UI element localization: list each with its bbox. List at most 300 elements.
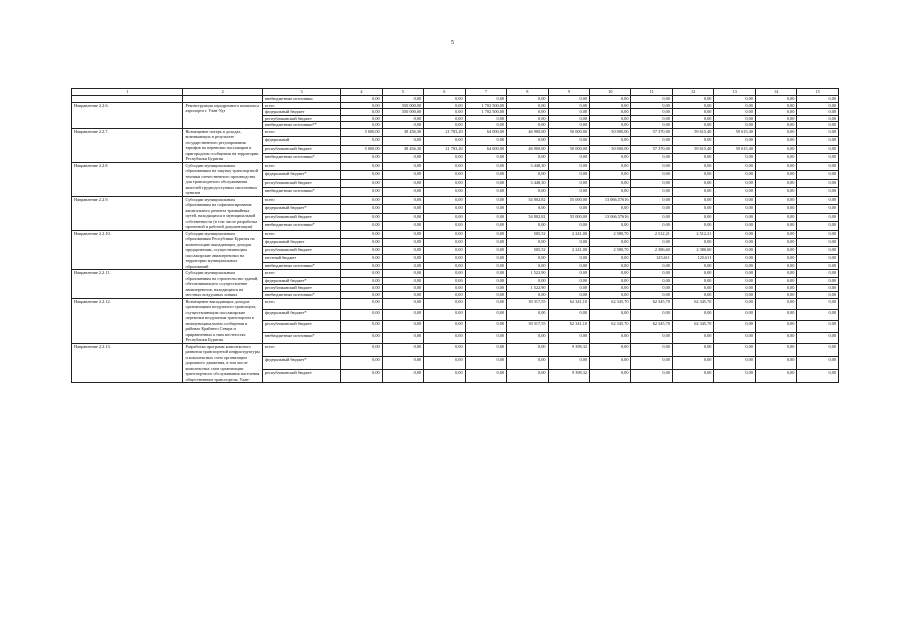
value-cell: 0,00	[341, 270, 382, 277]
value-cell: 39 317,55	[507, 298, 548, 309]
value-cell: 0,00	[424, 115, 465, 122]
value-cell: 0,00	[755, 270, 796, 277]
value-cell: 0,00	[714, 277, 755, 284]
value-cell: 0,00	[548, 254, 589, 262]
value-cell: 1 522,90	[507, 270, 548, 277]
funding-source-cell: всего	[262, 102, 340, 109]
value-cell: 0,00	[341, 246, 382, 254]
table-row	[72, 96, 839, 103]
value-cell: 0,00	[382, 196, 423, 205]
value-cell: 0,00	[382, 284, 423, 291]
value-cell: 50 000,00	[590, 145, 631, 154]
value-cell: 0,00	[465, 171, 506, 180]
value-cell: 0,00	[755, 277, 796, 284]
value-cell: 0,00	[755, 115, 796, 122]
value-cell: 0,00	[548, 291, 589, 298]
value-cell: 0,00	[424, 96, 465, 103]
value-cell: 0,00	[465, 357, 506, 370]
value-cell: 0,00	[590, 291, 631, 298]
value-cell: 0,00	[631, 205, 672, 214]
value-cell: 0,00	[341, 238, 382, 246]
value-cell: 0,00	[465, 154, 506, 163]
value-cell: 0,00	[714, 154, 755, 163]
value-cell: 0,00	[382, 222, 423, 231]
value-cell: 0,00	[548, 154, 589, 163]
direction-cell: Направление 2.2.9.	[72, 196, 183, 230]
value-cell: 0,00	[465, 298, 506, 309]
value-cell: 0,00	[548, 222, 589, 231]
value-cell: 0,00	[755, 332, 796, 343]
value-cell: 0,00	[382, 262, 423, 270]
value-cell: 0,00	[672, 238, 713, 246]
funding-source-cell: местный бюджет	[262, 254, 340, 262]
value-cell: 62 345,70	[631, 321, 672, 332]
value-cell: 0,00	[424, 310, 465, 321]
direction-cell: Направление 2.2.13.	[72, 343, 183, 383]
value-cell: 0,00	[548, 284, 589, 291]
column-number-7: 7	[465, 89, 506, 96]
value-cell: 0,00	[797, 179, 839, 188]
funding-source-cell: федеральный	[262, 137, 340, 146]
value-cell: 0,00	[590, 115, 631, 122]
value-cell: 0,00	[672, 188, 713, 197]
value-cell: 0,00	[714, 102, 755, 109]
value-cell: 0,00	[797, 196, 839, 205]
value-cell: 0,00	[548, 205, 589, 214]
value-cell: 39 317,55	[507, 321, 548, 332]
value-cell: 0,00	[507, 332, 548, 343]
value-cell: 0,00	[548, 277, 589, 284]
funding-source-cell: республиканский бюджет	[262, 284, 340, 291]
value-cell: 125,611	[631, 254, 672, 262]
value-cell: 0,00	[672, 162, 713, 171]
value-cell: 0,00	[755, 188, 796, 197]
column-number-11: 11	[631, 89, 672, 96]
value-cell: 0,00	[424, 332, 465, 343]
value-cell: 0,00	[548, 332, 589, 343]
value-cell: 0,00	[341, 277, 382, 284]
value-cell: 0,00	[382, 343, 423, 356]
value-cell: 0,00	[424, 246, 465, 254]
value-cell: 0,00	[755, 370, 796, 383]
value-cell: 0,00	[672, 154, 713, 163]
column-number-6: 6	[424, 89, 465, 96]
value-cell: 0,00	[631, 179, 672, 188]
value-cell: 0,00	[382, 154, 423, 163]
value-cell: 0,00	[797, 230, 839, 238]
direction-cell: Направление 2.2.8	[72, 162, 183, 196]
value-cell: 0,00	[424, 102, 465, 109]
value-cell: 0,00	[590, 310, 631, 321]
value-cell: 0,00	[797, 321, 839, 332]
description-cell: Субсидии муниципальным образованиям на закупку транспортной техники отечественного производства для транспортного обслуживания жителей труднодоступных населенных пунктов	[183, 162, 262, 196]
value-cell: 0,00	[341, 343, 382, 356]
column-number-15: 15	[797, 89, 839, 96]
value-cell: 0,00	[424, 137, 465, 146]
value-cell: 0,00	[797, 222, 839, 231]
value-cell: 0,00	[465, 213, 506, 222]
value-cell: 0,00	[382, 96, 423, 103]
funding-source-cell: внебюджетные источники*	[262, 222, 340, 231]
value-cell: 0,00	[631, 343, 672, 356]
value-cell: 0,00	[590, 102, 631, 109]
value-cell: 0,00	[631, 310, 672, 321]
value-cell: 0,00	[424, 262, 465, 270]
value-cell: 0,00	[341, 357, 382, 370]
funding-source-cell: всего	[262, 270, 340, 277]
value-cell: 0,00	[424, 370, 465, 383]
value-cell: 0,00	[755, 213, 796, 222]
value-cell: 0,00	[341, 254, 382, 262]
value-cell: 0,00	[797, 205, 839, 214]
column-number-12: 12	[672, 89, 713, 96]
value-cell: 0,00	[507, 122, 548, 129]
value-cell: 0,00	[755, 254, 796, 262]
value-cell: 0,00	[465, 343, 506, 356]
value-cell: 0,00	[548, 102, 589, 109]
value-cell: 0,00	[797, 277, 839, 284]
value-cell: 0,00	[507, 154, 548, 163]
value-cell: 0,00	[382, 230, 423, 238]
value-cell: 0,00	[755, 102, 796, 109]
value-cell: 0,00	[382, 122, 423, 129]
value-cell: 0,00	[672, 122, 713, 129]
value-cell: 0,00	[797, 370, 839, 383]
value-cell: 0,00	[631, 262, 672, 270]
value-cell: 0,00	[465, 196, 506, 205]
value-cell: 0,00	[424, 238, 465, 246]
column-number-9: 9	[548, 89, 589, 96]
value-cell: 0,00	[548, 357, 589, 370]
value-cell: 0,00	[424, 154, 465, 163]
table-row	[72, 196, 839, 205]
value-cell: 0,00	[672, 102, 713, 109]
value-cell: 0,00	[755, 298, 796, 309]
value-cell: 0,00	[465, 370, 506, 383]
value-cell: 0,00	[797, 357, 839, 370]
value-cell: 0,00	[341, 162, 382, 171]
value-cell: 0,00	[382, 162, 423, 171]
value-cell: 0,00	[797, 262, 839, 270]
value-cell: 2 386,60	[672, 246, 713, 254]
value-cell: 0,00	[755, 284, 796, 291]
value-cell: 0,00	[548, 179, 589, 188]
value-cell: 0,00	[797, 254, 839, 262]
funding-source-cell: всего	[262, 162, 340, 171]
value-cell: 0,00	[590, 254, 631, 262]
value-cell: 0,00	[507, 115, 548, 122]
value-cell: 0,00	[341, 109, 382, 116]
funding-source-cell: республиканский бюджет	[262, 115, 340, 122]
value-cell: 62 341,10	[548, 321, 589, 332]
value-cell: 0,00	[382, 171, 423, 180]
value-cell: 0,00	[507, 277, 548, 284]
value-cell: 0,00	[590, 137, 631, 146]
value-cell: 2 386,60	[631, 246, 672, 254]
value-cell: 0,00	[341, 213, 382, 222]
value-cell: 0,00	[548, 162, 589, 171]
direction-cell: Направление 2.2.12.	[72, 298, 183, 343]
value-cell: 0,00	[341, 196, 382, 205]
funding-source-cell: федеральный бюджет*	[262, 357, 340, 370]
value-cell: 0,00	[424, 196, 465, 205]
value-cell: 0,00	[507, 310, 548, 321]
value-cell: 0,00	[465, 277, 506, 284]
value-cell: 0,00	[424, 254, 465, 262]
value-cell: 0,00	[797, 154, 839, 163]
funding-source-cell: внебюджетные источники*	[262, 332, 340, 343]
value-cell: 0,00	[631, 154, 672, 163]
value-cell: 62 345,70	[590, 298, 631, 309]
funding-source-cell: всего	[262, 230, 340, 238]
value-cell: 0,00	[382, 298, 423, 309]
value-cell: 0,00	[672, 179, 713, 188]
value-cell: 0,00	[548, 262, 589, 270]
value-cell: 0,00	[631, 222, 672, 231]
table-row	[72, 162, 839, 171]
value-cell: 0,00	[797, 343, 839, 356]
value-cell: 0,00	[797, 115, 839, 122]
column-number-10: 10	[590, 89, 631, 96]
value-cell: 0,00	[424, 277, 465, 284]
value-cell: 3 448,30	[507, 179, 548, 188]
value-cell: 1 702 500,00	[465, 102, 506, 109]
value-cell: 0,00	[714, 109, 755, 116]
value-cell: 0,00	[465, 284, 506, 291]
value-cell: 38 456,30	[382, 145, 423, 154]
table-row	[72, 298, 839, 309]
value-cell: 0,00	[755, 343, 796, 356]
value-cell: 0,00	[755, 96, 796, 103]
value-cell: 0,00	[755, 238, 796, 246]
value-cell: 0,00	[714, 222, 755, 231]
value-cell: 0,00	[755, 171, 796, 180]
value-cell: 0,00	[590, 154, 631, 163]
value-cell: 0,00	[465, 162, 506, 171]
value-cell: 0,00	[672, 291, 713, 298]
funding-source-cell: федеральный бюджет*	[262, 205, 340, 214]
value-cell: 0,00	[548, 109, 589, 116]
value-cell: 0,00	[590, 109, 631, 116]
value-cell: 2 512,21	[672, 230, 713, 238]
value-cell: 0,00	[755, 246, 796, 254]
value-cell: 0,00	[507, 357, 548, 370]
value-cell: 62 345,70	[590, 321, 631, 332]
value-cell: 0,00	[631, 196, 672, 205]
value-cell: 0,00	[341, 332, 382, 343]
value-cell: 0,00	[590, 205, 631, 214]
value-cell: 0,00	[341, 171, 382, 180]
value-cell: 0,00	[755, 154, 796, 163]
value-cell: 0,00	[797, 162, 839, 171]
value-cell: 57 370,00	[631, 145, 672, 154]
funding-source-cell: всего	[262, 298, 340, 309]
value-cell: 0,00	[341, 262, 382, 270]
value-cell: 0,00	[548, 96, 589, 103]
value-cell: 0,00	[507, 291, 548, 298]
value-cell: 0,00	[797, 213, 839, 222]
value-cell: 0,00	[714, 284, 755, 291]
value-cell: 50 000,00	[548, 145, 589, 154]
value-cell: 0,00	[382, 246, 423, 254]
value-cell: 0,00	[465, 310, 506, 321]
value-cell: 0,00	[507, 254, 548, 262]
value-cell: 0,00	[507, 262, 548, 270]
funding-source-cell: всего	[262, 128, 340, 137]
value-cell: 21 783,20	[424, 145, 465, 154]
value-cell: 0,00	[507, 96, 548, 103]
value-cell: 0,00	[424, 122, 465, 129]
value-cell: 0,00	[590, 270, 631, 277]
value-cell: 0,00	[714, 298, 755, 309]
value-cell: 0,00	[465, 321, 506, 332]
value-cell: 0,00	[341, 137, 382, 146]
value-cell: 0,00	[465, 246, 506, 254]
value-cell: 0,00	[672, 343, 713, 356]
table-body	[72, 96, 839, 383]
value-cell: 0,00	[631, 291, 672, 298]
value-cell: 0,00	[465, 205, 506, 214]
value-cell: 0,00	[382, 238, 423, 246]
value-cell: 0,00	[797, 137, 839, 146]
value-cell: 0,00	[672, 137, 713, 146]
value-cell: 0,00	[797, 246, 839, 254]
value-cell: 0,00	[714, 188, 755, 197]
value-cell: 0,00	[548, 137, 589, 146]
description-cell	[183, 96, 262, 103]
value-cell: 59 615,40	[672, 128, 713, 137]
value-cell: 0,00	[714, 246, 755, 254]
value-cell: 0,00	[590, 343, 631, 356]
value-cell: 0,00	[755, 109, 796, 116]
value-cell: 0,00	[672, 310, 713, 321]
value-cell: 3 448,30	[507, 162, 548, 171]
value-cell: 0,00	[755, 128, 796, 137]
value-cell: 0,00	[590, 122, 631, 129]
value-cell: 0,00	[465, 254, 506, 262]
value-cell: 0,00	[672, 262, 713, 270]
value-cell: 0,00	[714, 254, 755, 262]
value-cell: 0,00	[755, 145, 796, 154]
value-cell: 0,00	[631, 370, 672, 383]
value-cell: 59 615,40	[672, 145, 713, 154]
description-cell: Разработка программ комплексного развития транспортной инфраструктуры и комплексных схем организации дорожного движения, в том числе комплексных схем организации транспортного обслуживания населения общественным транспортом, Улан-	[183, 343, 262, 383]
value-cell: 0,00	[672, 284, 713, 291]
value-cell: 0,00	[797, 238, 839, 246]
value-cell: 0,00	[714, 357, 755, 370]
value-cell: 0,00	[465, 188, 506, 197]
value-cell: 0,00	[672, 357, 713, 370]
funding-source-cell: федеральный бюджет*	[262, 171, 340, 180]
value-cell: 0,00	[714, 332, 755, 343]
value-cell: 62 345,70	[631, 298, 672, 309]
value-cell: 0,00	[714, 370, 755, 383]
description-cell: Субсидии муниципальным образованиям Республики Бурятия на компенсацию выпадающих доходов предприятиям, осуществляющим пассажирские авиаперевозки на территории муниципальных образований	[183, 230, 262, 270]
value-cell: 0,00	[755, 230, 796, 238]
value-cell: 57 370,00	[631, 128, 672, 137]
value-cell: 0,00	[382, 321, 423, 332]
value-cell: 0,00	[465, 122, 506, 129]
table-row	[72, 270, 839, 277]
value-cell: 5 000,00	[341, 128, 382, 137]
value-cell: 0,00	[341, 284, 382, 291]
funding-source-cell: республиканский бюджет	[262, 213, 340, 222]
column-number-1: 1	[72, 89, 183, 96]
value-cell: 0,00	[382, 213, 423, 222]
funding-source-cell: внебюджетные источники**	[262, 122, 340, 129]
value-cell: 0,00	[590, 284, 631, 291]
funding-source-cell: республиканский бюджет	[262, 246, 340, 254]
value-cell: 64 000,00	[465, 145, 506, 154]
value-cell: 0,00	[714, 162, 755, 171]
value-cell: 0,00	[797, 145, 839, 154]
funding-source-cell: республиканский бюджет	[262, 145, 340, 154]
value-cell: 0,00	[672, 171, 713, 180]
value-cell: 0,00	[755, 222, 796, 231]
value-cell: 0,00	[631, 270, 672, 277]
value-cell: 0,00	[424, 284, 465, 291]
value-cell: 9 398,32	[548, 370, 589, 383]
value-cell: 0,00	[631, 115, 672, 122]
value-cell: 0,00	[424, 188, 465, 197]
value-cell: 0,00	[590, 332, 631, 343]
value-cell: 0,00	[548, 238, 589, 246]
value-cell: 0,00	[631, 137, 672, 146]
value-cell: 0,00	[672, 205, 713, 214]
value-cell: 0,00	[465, 115, 506, 122]
column-number-13: 13	[714, 89, 755, 96]
value-cell: 0,00	[382, 357, 423, 370]
value-cell: 0,00	[672, 196, 713, 205]
value-cell: 0,00	[590, 162, 631, 171]
value-cell: 21 783,20	[424, 128, 465, 137]
value-cell: 0,00	[382, 137, 423, 146]
value-cell: 505,52	[507, 246, 548, 254]
column-number-5: 5	[382, 89, 423, 96]
value-cell: 0,00	[797, 128, 839, 137]
value-cell: 0,00	[797, 96, 839, 103]
value-cell: 0,00	[341, 122, 382, 129]
page-number: 5	[451, 40, 454, 46]
value-cell: 0,00	[424, 205, 465, 214]
value-cell: 0,00	[714, 137, 755, 146]
value-cell: 0,00	[465, 332, 506, 343]
value-cell: 50 000,00	[548, 128, 589, 137]
value-cell: 38 456,30	[382, 128, 423, 137]
value-cell: 0,00	[590, 277, 631, 284]
value-cell: 0,00	[341, 179, 382, 188]
value-cell: 0,00	[382, 179, 423, 188]
value-cell: 0,00	[755, 262, 796, 270]
value-cell: 0,00	[797, 122, 839, 129]
description-cell: Возмещение выпадающих доходов организациям воздушного транспорта, осуществляющим пассажирские перевозки воздушным транспортом в межмуниципальном сообщении в районах Крайнего Севера и приравненных к ним местностях Республики Бурятия	[183, 298, 262, 343]
value-cell: 0,00	[631, 122, 672, 129]
value-cell: 2 580,70	[590, 230, 631, 238]
value-cell: 0,00	[755, 179, 796, 188]
value-cell: 0,00	[507, 137, 548, 146]
value-cell: 0,00	[507, 222, 548, 231]
value-cell: 54 802,82	[507, 196, 548, 205]
funding-source-cell: республиканский бюджет	[262, 179, 340, 188]
value-cell: 0,00	[548, 115, 589, 122]
value-cell: 0,00	[507, 188, 548, 197]
value-cell: 0,00	[465, 291, 506, 298]
direction-cell: Направление 2.2.10.	[72, 230, 183, 270]
value-cell: 59 615,40	[714, 128, 755, 137]
table-row	[72, 102, 839, 109]
value-cell: 0,00	[424, 109, 465, 116]
value-cell: 0,00	[465, 238, 506, 246]
